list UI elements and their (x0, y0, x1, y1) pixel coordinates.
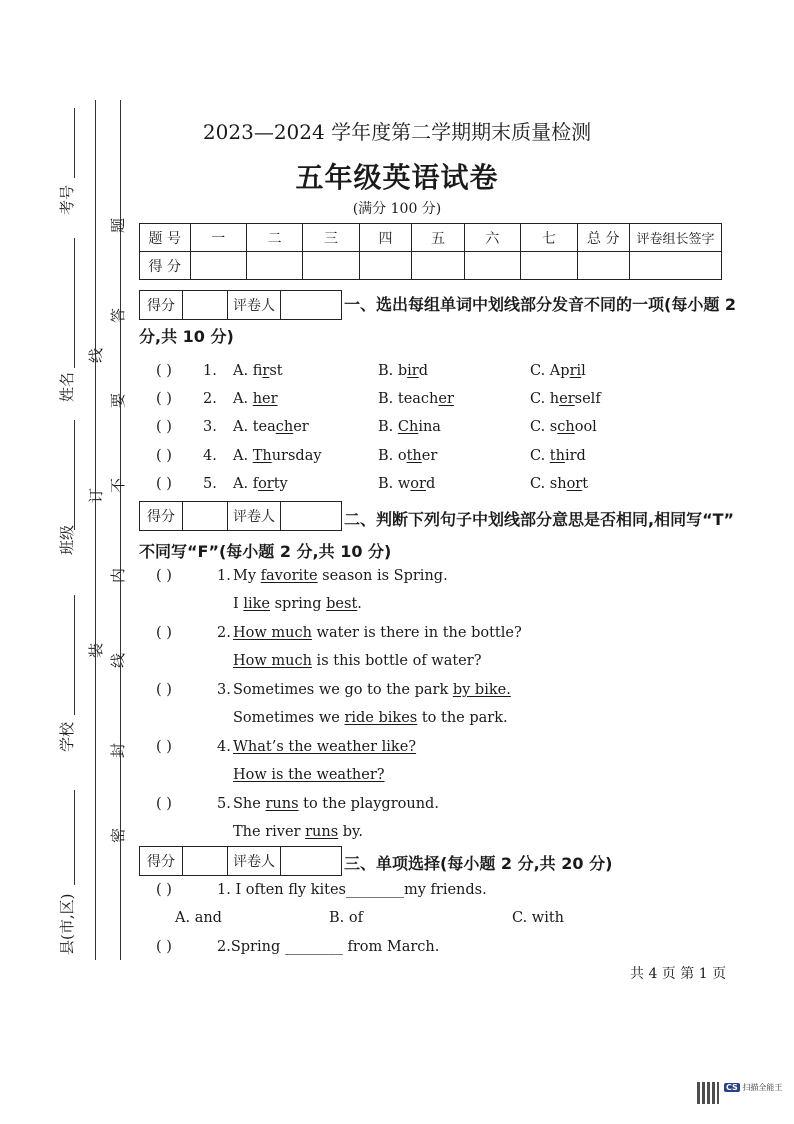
text-span: ch (275, 419, 294, 435)
s1-option-a (233, 363, 283, 379)
text-span: C. Ap (530, 363, 570, 379)
text-span: Th (252, 448, 272, 464)
text-span: ri (569, 363, 582, 379)
answer-paren[interactable]: ( ) (156, 568, 172, 584)
text-span: or (566, 476, 583, 492)
cell-q5: 五 (412, 224, 464, 252)
text-span: Sometimes we go to the park (233, 682, 453, 698)
cell-q2: 二 (246, 224, 302, 252)
grade-score-label: 得分 (140, 502, 183, 531)
text-span: She (233, 796, 266, 812)
text-span: B. teach (378, 391, 439, 407)
text-span: B. o (378, 448, 407, 464)
text-span: C. s (530, 419, 558, 435)
page-footer: 共 4 页 第 1 页 (630, 966, 727, 982)
s2-sentence-1 (233, 739, 416, 755)
text-span: How is the weather? (233, 767, 385, 783)
scanner-name: 扫描全能王 (742, 1083, 783, 1092)
text-span: ird (564, 448, 586, 464)
s1-item-number (203, 391, 217, 407)
score-input[interactable] (303, 252, 359, 280)
text-span: to the park. (417, 710, 508, 726)
s1-item-number (203, 476, 217, 492)
cell-score-label: 得 分 (140, 252, 191, 280)
score-table-score-row (140, 252, 722, 280)
text-span: B. (378, 419, 398, 435)
s1-option-b (378, 363, 428, 379)
s1-option-c (530, 391, 601, 407)
text-span: ir (407, 363, 419, 379)
text-span: to the playground. (298, 796, 439, 812)
grader-label: 评卷人 (228, 502, 281, 531)
text-span: d (418, 363, 429, 379)
cell-total: 总 分 (577, 224, 629, 252)
s2-sentence-2 (233, 710, 508, 726)
text-span: by bike. (452, 682, 511, 698)
s2-sentence-2 (233, 824, 363, 840)
answer-paren[interactable]: ( ) (156, 476, 172, 492)
cell-q4: 四 (359, 224, 411, 252)
s3-q1-option-c: C. with (512, 910, 565, 926)
s3-q2-stem: 2.Spring ________ from March. (217, 939, 440, 955)
text-span: 5. (203, 476, 217, 492)
score-table-header-row (140, 224, 722, 252)
s1-option-a (233, 476, 288, 492)
s3-q1-stem: 1. I often fly kites________my friends. (217, 882, 487, 898)
text-span: 2. (203, 391, 217, 407)
county-blank[interactable] (74, 790, 75, 885)
class-blank[interactable] (74, 420, 75, 530)
answer-paren[interactable]: ( ) (156, 625, 172, 641)
text-span: like (243, 596, 270, 612)
text-span: 4. (203, 448, 217, 464)
seal-char: 要 (109, 392, 128, 409)
text-span: best (326, 596, 358, 612)
seal-char: 装 (87, 642, 106, 659)
qr-code-icon (697, 1082, 719, 1104)
exam-title: 2023—2024 学年度第二学期期末质量检测 (202, 120, 592, 144)
s1-option-a (233, 448, 322, 464)
text-span: er (559, 391, 575, 407)
grader-input[interactable] (281, 291, 342, 320)
school-blank[interactable] (74, 595, 75, 715)
text-span: B. w (378, 476, 411, 492)
s3-q1-paren[interactable]: ( ) (156, 882, 172, 898)
seal-char: 封 (109, 742, 128, 759)
name-label: 姓名 (58, 371, 76, 402)
section1-title-cont: 分,共 10 分) (139, 327, 234, 346)
s2-item-number: 5. (217, 796, 231, 812)
text-span: l (581, 363, 586, 379)
text-span: water is there in the bottle? (311, 625, 522, 641)
s2-sentence-1 (233, 625, 522, 641)
text-span: er (421, 448, 438, 464)
grade-box-section1 (139, 290, 342, 320)
s3-q1-option-b: B. of (329, 910, 363, 926)
section1-title: 一、选出每组单词中划线部分发音不同的一项(每小题 2 (344, 295, 737, 314)
text-span: ty (273, 476, 288, 492)
text-span: ool (574, 419, 597, 435)
text-span: How much (233, 625, 312, 641)
answer-paren[interactable]: ( ) (156, 448, 172, 464)
text-span: C. (530, 448, 550, 464)
text-span: A. (233, 448, 253, 464)
grade-box-section2 (139, 501, 342, 531)
s1-item-number (203, 448, 217, 464)
answer-paren[interactable]: ( ) (156, 391, 172, 407)
text-span: her (252, 391, 278, 407)
answer-paren[interactable]: ( ) (156, 796, 172, 812)
cell-leader-sign: 评卷组长签字 (630, 224, 722, 252)
text-span: What’s the weather like? (233, 739, 417, 755)
text-span: 3. (203, 419, 217, 435)
s3-q2-paren[interactable]: ( ) (156, 939, 172, 955)
s2-item-number: 2. (217, 625, 231, 641)
score-input[interactable] (630, 252, 722, 280)
s2-sentence-2 (233, 653, 481, 669)
s1-option-b (378, 391, 454, 407)
text-span: C. h (530, 391, 560, 407)
s1-option-c (530, 419, 597, 435)
grade-box-section3 (139, 846, 342, 876)
s1-option-c (530, 363, 586, 379)
text-span: My (233, 568, 261, 584)
cell-question-no: 题 号 (140, 224, 191, 252)
score-input[interactable] (246, 252, 302, 280)
s1-option-a (233, 419, 309, 435)
text-span: t (582, 476, 589, 492)
text-span: ina (418, 419, 441, 435)
exam-no-label: 考号 (58, 184, 76, 215)
text-span: d (425, 476, 436, 492)
s1-option-b (378, 448, 437, 464)
score-input[interactable] (577, 252, 629, 280)
s2-sentence-1 (233, 682, 511, 698)
answer-paren[interactable]: ( ) (156, 739, 172, 755)
text-span: or (258, 476, 274, 492)
s1-item-number (203, 363, 217, 379)
answer-paren[interactable]: ( ) (156, 363, 172, 379)
section2-title-cont: 不同写“F”(每小题 2 分,共 10 分) (139, 542, 392, 561)
full-marks: (满分 100 分) (352, 201, 442, 217)
s2-sentence-2 (233, 767, 385, 783)
grade-score-label: 得分 (140, 291, 183, 320)
scanner-badge: CS (726, 1083, 738, 1092)
score-input[interactable] (521, 252, 577, 280)
grader-label: 评卷人 (228, 291, 281, 320)
text-span: runs (265, 796, 299, 812)
seal-char: 线 (109, 652, 128, 669)
cell-q3: 三 (303, 224, 359, 252)
text-span: . (357, 596, 362, 612)
text-span: ursday (271, 448, 322, 464)
s2-item-number: 4. (217, 739, 231, 755)
s1-item-number (203, 419, 217, 435)
text-span: er (438, 391, 454, 407)
s1-option-b (378, 419, 441, 435)
seal-char: 答 (109, 307, 128, 324)
binding-line-outer (95, 100, 96, 960)
grade-score-input[interactable] (183, 502, 228, 531)
seal-char: 订 (87, 487, 106, 504)
score-input[interactable] (412, 252, 464, 280)
text-span: I (233, 596, 244, 612)
seal-char: 密 (109, 827, 128, 844)
scanner-watermark (724, 1082, 782, 1093)
seal-char: 不 (109, 477, 128, 494)
text-span: er (293, 419, 309, 435)
text-span: favorite (260, 568, 318, 584)
seal-char: 线 (87, 347, 106, 364)
text-span: th (406, 448, 422, 464)
grade-score-input[interactable] (183, 847, 228, 876)
text-span: ch (557, 419, 575, 435)
text-span: A. f (233, 476, 259, 492)
text-span: C. sh (530, 476, 567, 492)
grader-label: 评卷人 (228, 847, 281, 876)
score-input[interactable] (359, 252, 411, 280)
grader-input[interactable] (281, 847, 342, 876)
paper-title: 五年级英语试卷 (295, 161, 499, 194)
text-span: A. tea (233, 419, 276, 435)
text-span: 1. (203, 363, 217, 379)
grade-score-input[interactable] (183, 291, 228, 320)
s2-sentence-1 (233, 568, 448, 584)
section2-title: 二、判断下列句子中划线部分意思是否相同,相同写“T” (344, 510, 735, 529)
text-span: season is Spring. (317, 568, 448, 584)
seal-char: 内 (109, 567, 128, 584)
text-span: Sometimes we (233, 710, 345, 726)
answer-paren[interactable]: ( ) (156, 682, 172, 698)
text-span: How much (233, 653, 312, 669)
text-span: ride bikes (344, 710, 418, 726)
grade-score-label: 得分 (140, 847, 183, 876)
text-span: Ch (397, 419, 419, 435)
text-span: st (269, 363, 283, 379)
s1-option-c (530, 476, 588, 492)
s1-option-c (530, 448, 586, 464)
score-input[interactable] (464, 252, 520, 280)
cell-q6: 六 (464, 224, 520, 252)
class-label: 班级 (58, 524, 76, 555)
s3-q1-option-a: A. and (175, 910, 222, 926)
grader-input[interactable] (281, 502, 342, 531)
text-span: The river (233, 824, 306, 840)
score-input[interactable] (190, 252, 246, 280)
name-blank[interactable] (74, 238, 75, 368)
s2-item-number: 1. (217, 568, 231, 584)
s2-item-number: 3. (217, 682, 231, 698)
text-span: th (549, 448, 565, 464)
school-label: 学校 (58, 721, 76, 752)
text-span: B. b (378, 363, 408, 379)
text-span: or (410, 476, 426, 492)
cell-q1: 一 (190, 224, 246, 252)
text-span: spring (270, 596, 327, 612)
county-label: 县(市,区) (58, 893, 76, 955)
cell-q7: 七 (521, 224, 577, 252)
section3-title: 三、单项选择(每小题 2 分,共 20 分) (344, 854, 613, 873)
text-span: self (574, 391, 601, 407)
score-table (139, 223, 722, 280)
text-span: by. (338, 824, 363, 840)
seal-char: 题 (109, 217, 128, 234)
s2-sentence-1 (233, 796, 439, 812)
answer-paren[interactable]: ( ) (156, 419, 172, 435)
s2-sentence-2 (233, 596, 362, 612)
text-span: runs (305, 824, 339, 840)
text-span: A. f (233, 363, 263, 379)
s1-option-a (233, 391, 278, 407)
text-span: is this bottle of water? (311, 653, 482, 669)
text-span: A. (233, 391, 253, 407)
s1-option-b (378, 476, 435, 492)
text-span: ir (262, 363, 270, 379)
